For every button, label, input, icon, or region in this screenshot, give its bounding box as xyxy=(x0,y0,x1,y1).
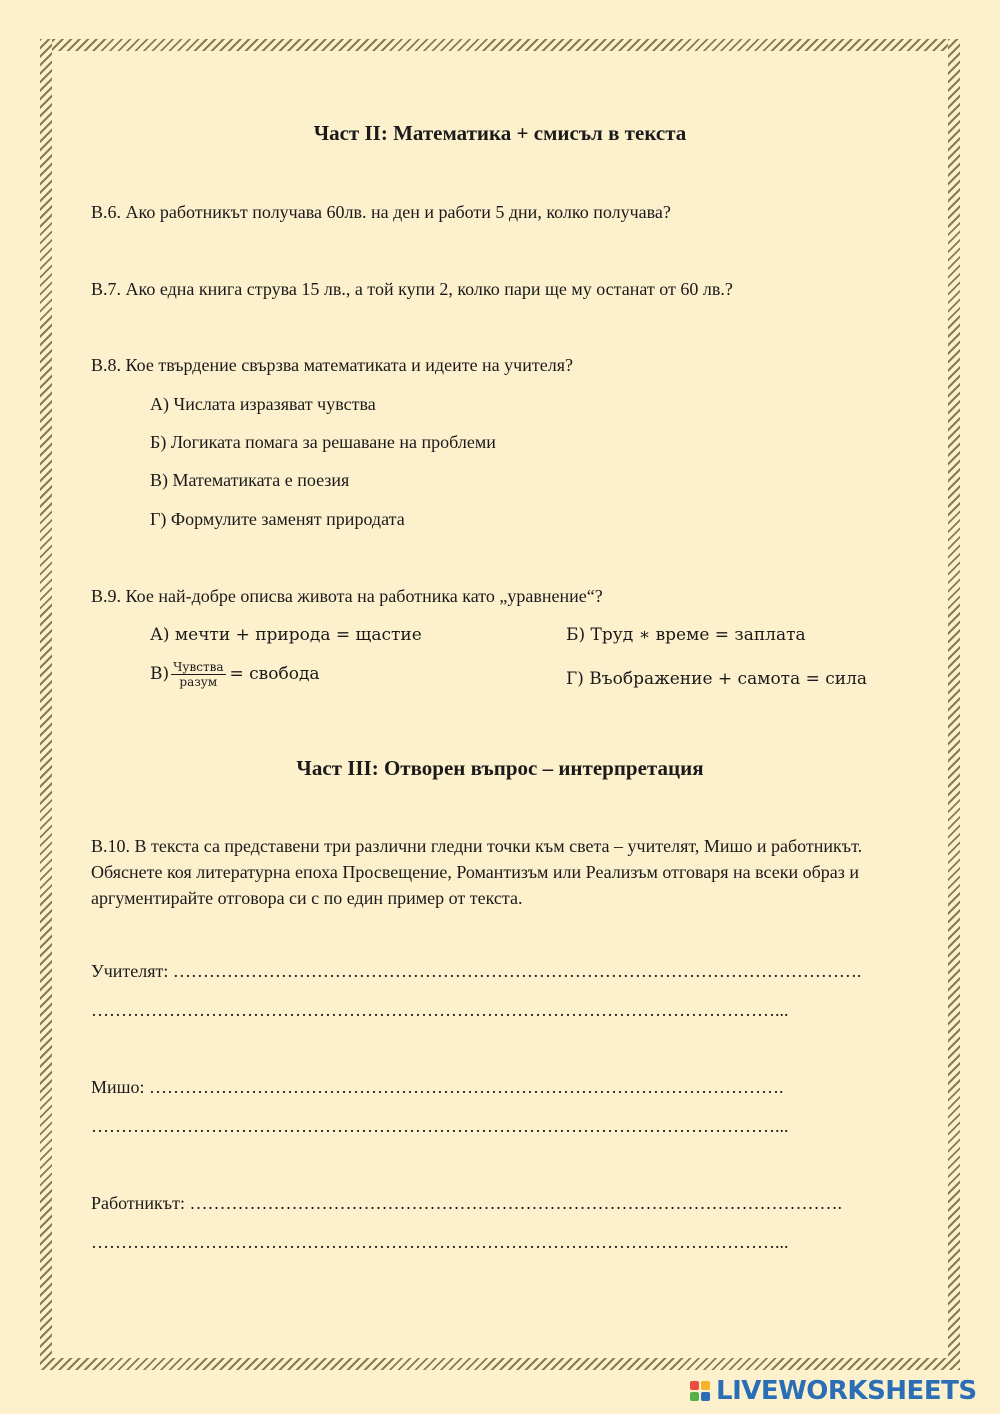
logo-square-green xyxy=(690,1392,699,1401)
answer-misho-line1[interactable] xyxy=(91,1077,784,1098)
answer-teacher-line2[interactable]: ……………………………………………………………………………………………………... xyxy=(91,1000,789,1020)
fraction-denominator: разум xyxy=(179,675,218,689)
answer-teacher-line1[interactable] xyxy=(91,961,861,982)
logo-mark-icon xyxy=(690,1381,710,1401)
question-8-option-b[interactable]: Б) Логиката помага за решаване на проблеми xyxy=(150,432,496,452)
question-9-option-d[interactable]: Г) Въображение + самота = сила xyxy=(566,669,868,689)
part2-heading: Част II: Математика + смисъл в текста xyxy=(313,121,687,145)
answer-misho-line2[interactable]: ……………………………………………………………………………………………………... xyxy=(91,1116,789,1136)
answer-teacher-dots: ……………………………………………………………………………………………………. xyxy=(172,961,862,981)
question-8: В.8. Кое твърдение свързва математиката и идеите на учителя? xyxy=(91,355,573,375)
liveworksheets-logo xyxy=(690,1374,977,1408)
question-9-option-c[interactable] xyxy=(150,660,320,689)
question-9: В.9. Кое най-добре описва живота на работника като „уравнение“? xyxy=(91,586,603,606)
page-border-top xyxy=(40,39,960,51)
logo-square-yellow xyxy=(701,1381,710,1390)
logo-square-blue xyxy=(701,1392,710,1401)
question-8-option-a[interactable]: А) Числата изразяват чувства xyxy=(150,394,376,414)
answer-misho-dots: ……………………………………………………………………………………………. xyxy=(149,1077,784,1097)
logo-text: LIVEWORKSHEETS xyxy=(716,1376,977,1406)
question-8-option-c[interactable]: В) Математиката е поезия xyxy=(150,470,350,490)
page-border-bottom xyxy=(40,1358,960,1370)
logo-square-red xyxy=(690,1381,699,1390)
fraction xyxy=(171,660,225,689)
answer-worker-dots: ………………………………………………………………………………………………. xyxy=(189,1193,842,1213)
question-9-option-b[interactable]: Б) Труд ∗ време = заплата xyxy=(566,625,806,645)
question-10: В.10. В текста са представени три различни гледни точки към света – учителят, Мишо и работникът. Обяснете коя литературна епоха Просвещение, Романтизъм или Реализъм отговаря на всеки образ и аргументирайте отговора си с по един пример от текста. xyxy=(91,836,863,908)
question-6: В.6. Ако работникът получава 60лв. на ден и работи 5 дни, колко получава? xyxy=(91,202,671,222)
option-c-prefix: В) xyxy=(150,664,170,684)
part3-heading: Част III: Отворен въпрос – интерпретация xyxy=(296,756,704,780)
question-8-option-d[interactable]: Г) Формулите заменят природата xyxy=(150,509,405,529)
question-7: В.7. Ако една книга струва 15 лв., а той купи 2, колко пари ще му останат от 60 лв.? xyxy=(91,279,733,299)
page-border-left xyxy=(40,39,52,1370)
question-9-option-a[interactable]: А) мечти + природа = щастие xyxy=(150,625,422,645)
page-border-right xyxy=(948,39,960,1370)
fraction-numerator: Чувства xyxy=(173,660,224,674)
option-c-suffix: = свобода xyxy=(229,664,320,684)
answer-worker-line1[interactable] xyxy=(91,1193,842,1214)
answer-teacher-label: Учителят: xyxy=(91,961,173,981)
answer-worker-label: Работникът: xyxy=(91,1193,190,1213)
answer-misho-label: Мишо: xyxy=(91,1077,149,1097)
answer-worker-line2[interactable]: ……………………………………………………………………………………………………... xyxy=(91,1232,789,1252)
